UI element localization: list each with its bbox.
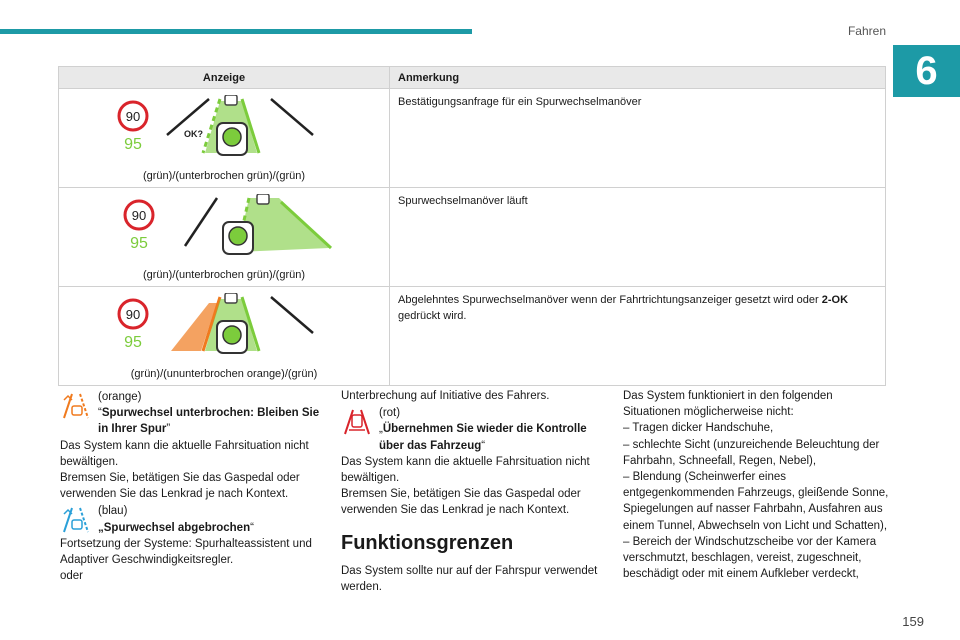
warning-message-title: Spurwechsel unterbrochen: Bleiben Sie in Ihrer Spur — [98, 407, 320, 436]
speed-sign-value: 90 — [125, 307, 141, 322]
steering-wheel-icon — [223, 128, 241, 146]
lane-line-left — [185, 198, 217, 246]
list-item: – Bereich der Windschutzscheibe vor der Kamera verschmutzt, beschlagen, vereist, zugeschneit, beschädigt oder mit einem Aufkleber verdeckt, — [623, 535, 877, 581]
display-caption: (grün)/(unterbrochen grün)/(grün) — [142, 269, 306, 281]
warning-block-orange — [60, 388, 320, 438]
paragraph: Das System kann die aktuelle Fahrsituation nicht bewältigen. — [60, 439, 309, 468]
remark-text-end: gedrückt wird. — [398, 310, 467, 322]
paragraph: Bremsen Sie, betätigen Sie das Gaspedal oder verwenden Sie das Lenkrad je nach Kontext. — [60, 472, 300, 501]
steering-wheel-icon — [223, 326, 241, 344]
header-accent-bar — [0, 29, 472, 34]
section-heading: Funktionsgrenzen — [341, 531, 514, 554]
warning-message-title: „Spurwechsel abgebrochen — [98, 521, 251, 534]
ok-prompt-label: OK? — [184, 129, 203, 139]
lane-warning-orange-icon — [60, 390, 92, 420]
warning-message-title: Übernehmen Sie wieder die Kontrolle über das Fahrzeug — [379, 423, 587, 452]
column-header-remark: Anmerkung — [390, 67, 886, 89]
list-item: – Tragen dicker Handschuhe, — [623, 422, 774, 435]
lane-change-active-illustration — [109, 194, 339, 262]
lane-change-confirm-illustration — [109, 95, 339, 163]
speed-sign-value: 90 — [125, 109, 141, 124]
paragraph: Unterbrechung auf Initiative des Fahrers. — [341, 390, 550, 402]
table-header-row — [59, 67, 886, 89]
section-title: Fahren — [847, 24, 886, 38]
speed-sign-value: 90 — [131, 208, 147, 223]
display-cell — [59, 188, 390, 287]
text-column-3 — [623, 388, 889, 582]
display-cell — [59, 287, 390, 386]
lane-line-right — [271, 297, 313, 333]
quote-mark: “ — [98, 407, 102, 420]
text-column-2 — [341, 388, 603, 595]
warning-color-label: (orange) — [98, 391, 142, 403]
display-caption: (grün)/(unterbrochen grün)/(grün) — [142, 170, 306, 182]
steering-wheel-icon — [229, 227, 247, 245]
vehicle-ahead-icon — [225, 293, 237, 303]
remark-cell — [390, 287, 886, 386]
lane-line-right — [271, 99, 313, 135]
paragraph: oder — [60, 570, 84, 583]
display-caption: (grün)/(ununterbrochen orange)/(grün) — [130, 368, 318, 380]
vehicle-ahead-icon — [257, 194, 269, 204]
column-header-display: Anzeige — [59, 67, 390, 89]
display-cell — [59, 89, 390, 188]
warning-color-label: (rot) — [379, 407, 401, 420]
warning-block-red — [341, 404, 603, 454]
remark-key-label: 2-OK — [821, 294, 849, 306]
list-item: – Blendung (Scheinwerfer eines entgegenkommenden Fahrzeugs, gleißende Sonne, Spiegelungen auf nasser Fahrbahn, Ausfahren aus einem Tunnel, Abwechseln von Licht und Schatten), — [623, 471, 889, 532]
vehicle-ahead-icon — [225, 95, 237, 105]
warning-block-blue — [60, 502, 320, 535]
display-table — [58, 66, 886, 386]
target-speed-value: 95 — [130, 235, 148, 252]
quote-mark: “ — [481, 439, 486, 452]
text-column-1 — [60, 388, 320, 584]
remark-text: Bestätigungsanfrage für ein Spurwechselmanöver — [398, 96, 642, 108]
chapter-tab: 6 — [893, 45, 960, 97]
target-speed-value: 95 — [124, 334, 142, 351]
take-control-red-icon — [341, 406, 373, 436]
quote-mark: ” — [166, 423, 171, 436]
table-row — [59, 188, 886, 287]
remark-text: Abgelehntes Spurwechselmanöver wenn der Fahrtrichtungsanzeiger gesetzt wird oder — [398, 294, 822, 306]
table-row — [59, 89, 886, 188]
warning-color-label: (blau) — [98, 505, 128, 518]
target-speed-value: 95 — [124, 136, 142, 153]
paragraph: Das System kann die aktuelle Fahrsituation nicht bewältigen. — [341, 455, 590, 485]
page-number: 159 — [902, 614, 924, 629]
paragraph: Das System sollte nur auf der Fahrspur verwendet werden. — [341, 564, 598, 593]
quote-mark: „ — [379, 423, 383, 436]
lane-warning-blue-icon — [60, 504, 92, 534]
remark-cell — [390, 89, 886, 188]
remark-cell — [390, 188, 886, 287]
list-item: – schlechte Sicht (unzureichende Beleuchtung der Fahrbahn, Schneefall, Regen, Nebel), — [623, 438, 880, 467]
lane-change-rejected-illustration — [109, 293, 339, 361]
paragraph: Das System funktioniert in den folgenden Situationen möglicherweise nicht: — [623, 390, 833, 419]
table-row — [59, 287, 886, 386]
paragraph: Fortsetzung der Systeme: Spurhalteassistent und Adaptiver Geschwindigkeitsregler. — [60, 537, 312, 567]
paragraph: Bremsen Sie, betätigen Sie das Gaspedal oder verwenden Sie das Lenkrad je nach Kontext. — [341, 488, 581, 517]
remark-text: Spurwechselmanöver läuft — [398, 195, 528, 207]
quote-mark: “ — [250, 521, 254, 534]
